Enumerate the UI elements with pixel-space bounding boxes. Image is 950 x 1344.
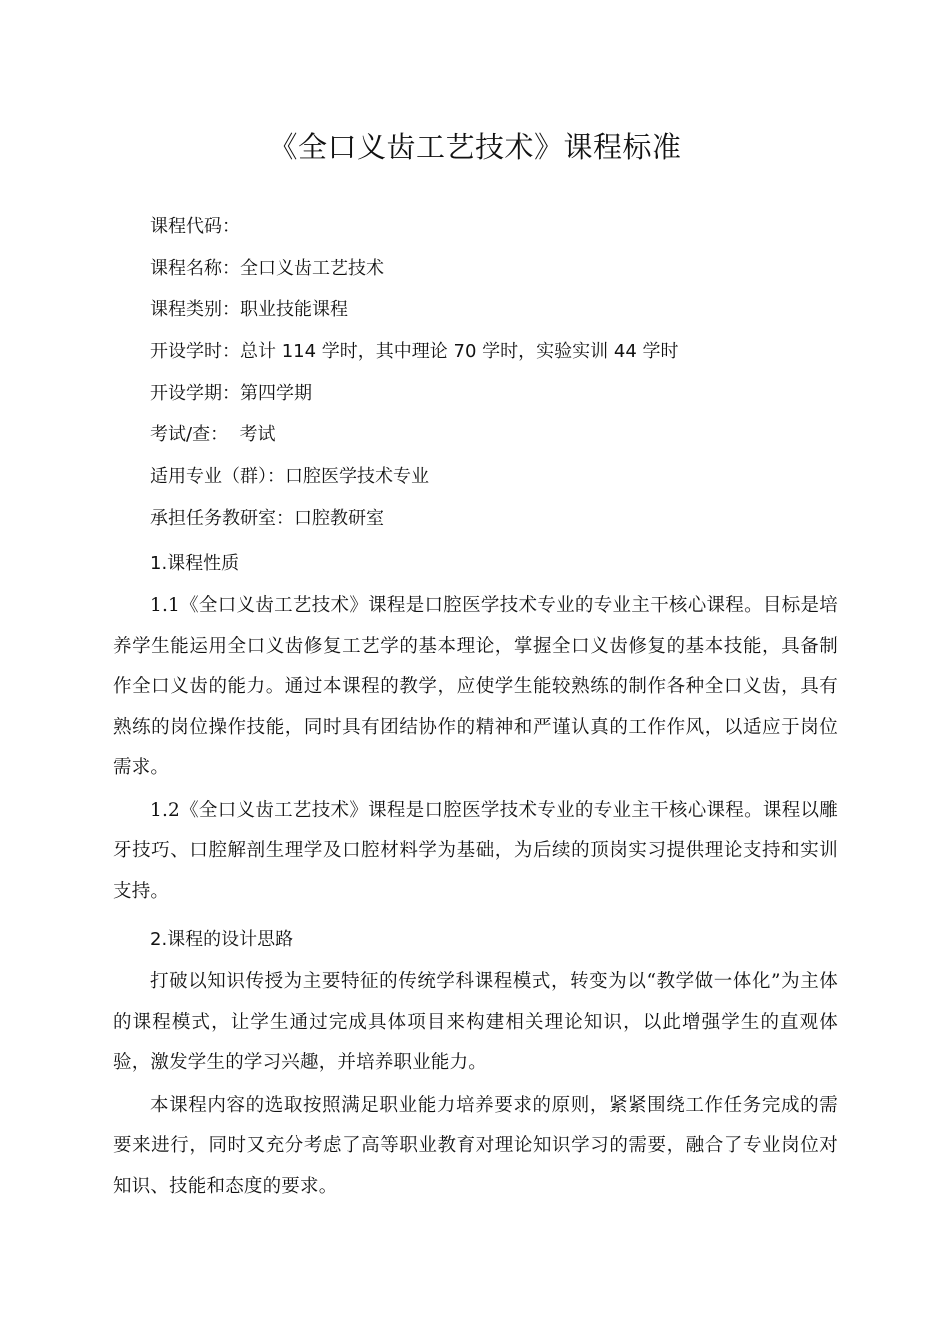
- course-semester-row: [150, 373, 850, 415]
- paragraph: 打破以知识传授为主要特征的传统学科课程模式，转变为以“教学做一体化”为主体的课程模式，让学生通过完成具体项目来构建相关理论知识，以此增强学生的直观体验，激发学生的学习兴趣，并培养职业能力。: [113, 971, 838, 1073]
- course-name-row: [150, 248, 850, 290]
- course-code-label: 课程代码：: [150, 216, 240, 237]
- course-name-value: 全口义齿工艺技术: [240, 257, 384, 279]
- course-semester-label: 开设学期：: [150, 382, 240, 404]
- department-row: [150, 498, 850, 540]
- course-category-row: [150, 289, 850, 331]
- applicable-major-label: 适用专业（群）：: [150, 466, 285, 488]
- course-semester-value: 第四学期: [240, 382, 312, 404]
- course-info-list: [150, 206, 850, 540]
- document-body: [113, 544, 838, 1207]
- paragraph: 本课程内容的选取按照满足职业能力培养要求的原则，紧紧围绕工作任务完成的需要来进行，同时又充分考虑了高等职业教育对理论知识学习的需要，融合了专业岗位对知识、技能和态度的要求。: [113, 1094, 838, 1197]
- assessment-value: 考试: [228, 424, 276, 446]
- course-category-label: 课程类别：: [150, 299, 240, 321]
- course-code-row: [150, 206, 850, 248]
- assessment-label: 考试/查：: [150, 424, 229, 446]
- course-hours-value: 总计 114 学时，其中理论 70 学时，实验实训 44 学时: [240, 341, 679, 363]
- department-label: 承担任务教研室：: [150, 507, 294, 529]
- section-heading: 1.课程性质: [150, 553, 240, 574]
- course-hours-label: 开设学时：: [150, 341, 240, 363]
- section-heading: 2.课程的设计思路: [150, 929, 294, 950]
- applicable-major-value: 口腔医学技术专业: [285, 466, 429, 488]
- document-title: 《全口义齿工艺技术》课程标准: [268, 130, 682, 164]
- assessment-row: [150, 414, 850, 456]
- course-hours-row: [150, 331, 850, 373]
- course-category-value: 职业技能课程: [240, 299, 348, 321]
- course-name-label: 课程名称：: [150, 257, 240, 279]
- paragraph: 1.2《全口义齿工艺技术》课程是口腔医学技术专业的专业主干核心课程。课程以雕牙技巧、口腔解剖生理学及口腔材料学为基础，为后续的顶岗实习提供理论支持和实训支持。: [113, 799, 838, 902]
- paragraph: 1.1《全口义齿工艺技术》课程是口腔医学技术专业的专业主干核心课程。目标是培养学生能运用全口义齿修复工艺学的基本理论，掌握全口义齿修复的基本技能，具备制作全口义齿的能力。通过本课程的教学，应使学生能较熟练的制作各种全口义齿，具有熟练的岗位操作技能，同时具有团结协作的精神和严谨认真的工作作风，以适应于岗位需求。: [113, 595, 838, 778]
- applicable-major-row: [150, 456, 850, 498]
- department-value: 口腔教研室: [294, 507, 384, 529]
